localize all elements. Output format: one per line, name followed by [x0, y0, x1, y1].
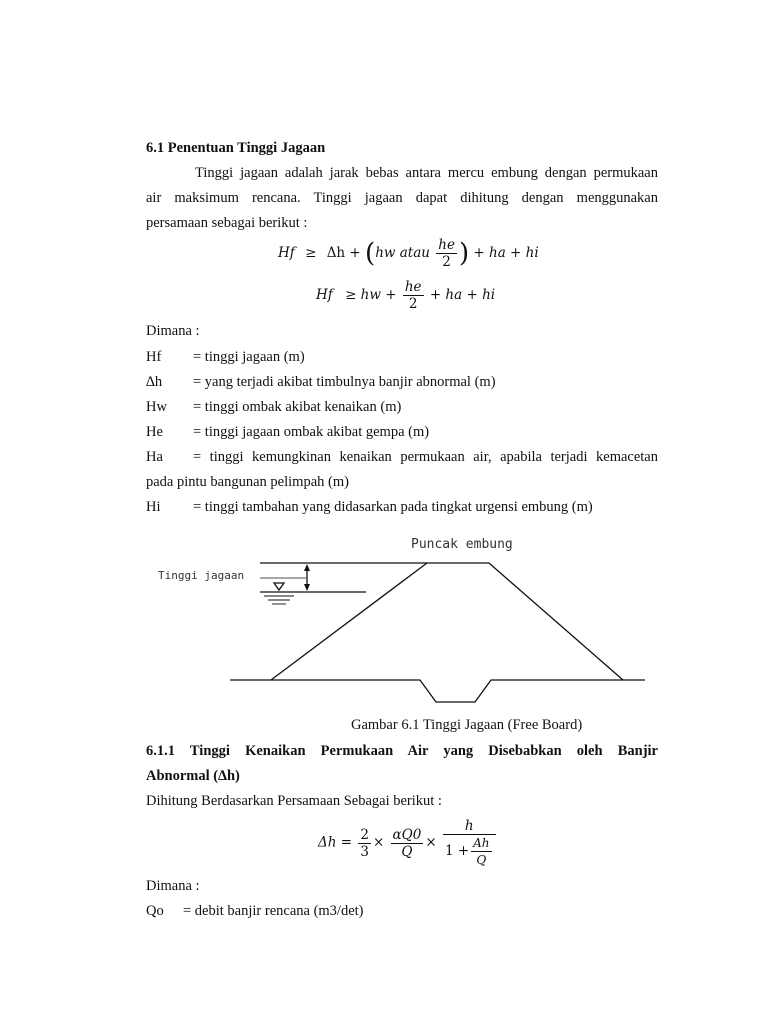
def-term-ha: Ha — [146, 449, 163, 465]
def-desc-hf: = tinggi jagaan (m) — [193, 349, 305, 365]
arrow-head-bottom — [304, 584, 310, 591]
eq2-geq: ≥ hw + — [345, 287, 397, 303]
eq2-den: 2 — [408, 296, 418, 312]
eq3-times-1: × — [372, 834, 385, 851]
eq3-inner-fraction — [471, 835, 491, 868]
eq1-right-paren: ) — [458, 238, 470, 269]
def-term-dh: ∆h — [146, 374, 163, 390]
eq1-left-paren: ( — [365, 238, 376, 269]
eq2-rest: + ha + hi — [429, 287, 496, 303]
eq3-f2-den: Q — [401, 843, 413, 860]
eq3-fraction-2 — [391, 827, 424, 860]
eq1-hw-atau: hw atau — [375, 245, 430, 261]
eq3-lhs: Δh = — [318, 834, 353, 851]
eq3-f3-den — [443, 835, 496, 868]
def-desc-ha-cont: pada pintu bangunan pelimpah (m) — [146, 474, 349, 490]
section-title: 6.1 Penentuan Tinggi Jagaan — [146, 140, 326, 156]
eq3-inner-den: Q — [476, 853, 487, 867]
label-puncak-embung: Puncak embung — [411, 537, 513, 552]
def-term-qo: Qo — [146, 903, 164, 919]
eq1-den: 2 — [442, 254, 451, 270]
eq2-lhs: Hf — [316, 287, 333, 303]
eq3-inner-num: Ah — [473, 836, 490, 850]
label-tinggi-jagaan: Tinggi jagaan — [158, 569, 245, 582]
def-term-hf: Hf — [146, 349, 162, 365]
ground-line — [230, 680, 645, 702]
dimana-label-2: Dimana : — [146, 878, 200, 894]
eq3-times-2: × — [425, 834, 437, 851]
eq3-fraction-1 — [358, 827, 371, 860]
eq3-f1-den: 3 — [360, 843, 369, 860]
eq1-lhs: Hf — [278, 245, 295, 261]
def-term-hw: Hw — [146, 399, 167, 415]
eq3-f3-den-pre: 1 + — [444, 843, 470, 859]
def-term-he: He — [146, 424, 163, 440]
def-desc-qo: = debit banjir rencana (m3/det) — [183, 903, 364, 919]
eq3-f2-num: αQ0 — [392, 826, 422, 843]
dimana-label-1: Dimana : — [146, 323, 200, 339]
subsection-title-line-2: Abnormal (∆h) — [146, 768, 240, 784]
dam-outline — [271, 563, 623, 680]
eq1-rest: + ha + hi — [473, 245, 539, 261]
subsection-intro: Dihitung Berdasarkan Persamaan Sebagai berikut : — [146, 793, 442, 809]
def-desc-hw: = tinggi ombak akibat kenaikan (m) — [193, 399, 402, 415]
eq1-dh: Δh + — [326, 245, 361, 261]
paragraph-line-1: Tinggi jagaan adalah jarak bebas antara mercu embung dengan permukaan — [195, 165, 658, 181]
arrow-head-top — [304, 564, 310, 571]
paragraph-line-2: air maksimum rencana. Tinggi jagaan dapat dihitung dengan menggunakan — [146, 190, 658, 206]
eq3-f1-num: 2 — [360, 826, 369, 843]
eq1-geq: ≥ — [305, 245, 317, 261]
figure-caption: Gambar 6.1 Tinggi Jagaan (Free Board) — [351, 717, 583, 733]
eq1-num: he — [438, 237, 455, 253]
eq3-f3-num: h — [443, 818, 496, 835]
def-term-hi: Hi — [146, 499, 161, 515]
eq3-fraction-3 — [443, 818, 496, 868]
def-desc-ha: = tinggi kemungkinan kenaikan permukaan air, apabila terjadi kemacetan — [193, 449, 658, 465]
equation-3 — [318, 818, 498, 868]
water-level-triangle — [274, 583, 284, 590]
def-desc-hi: = tinggi tambahan yang didasarkan pada tingkat urgensi embung (m) — [193, 499, 593, 515]
paragraph-line-3: persamaan sebagai berikut : — [146, 215, 308, 231]
def-desc-dh: = yang terjadi akibat timbulnya banjir abnormal (m) — [193, 374, 496, 390]
eq2-num: he — [404, 279, 422, 295]
subsection-title-line-1: 6.1.1 Tinggi Kenaikan Permukaan Air yang Disebabkan oleh Banjir — [146, 743, 658, 759]
def-desc-he: = tinggi jagaan ombak akibat gempa (m) — [193, 424, 430, 440]
